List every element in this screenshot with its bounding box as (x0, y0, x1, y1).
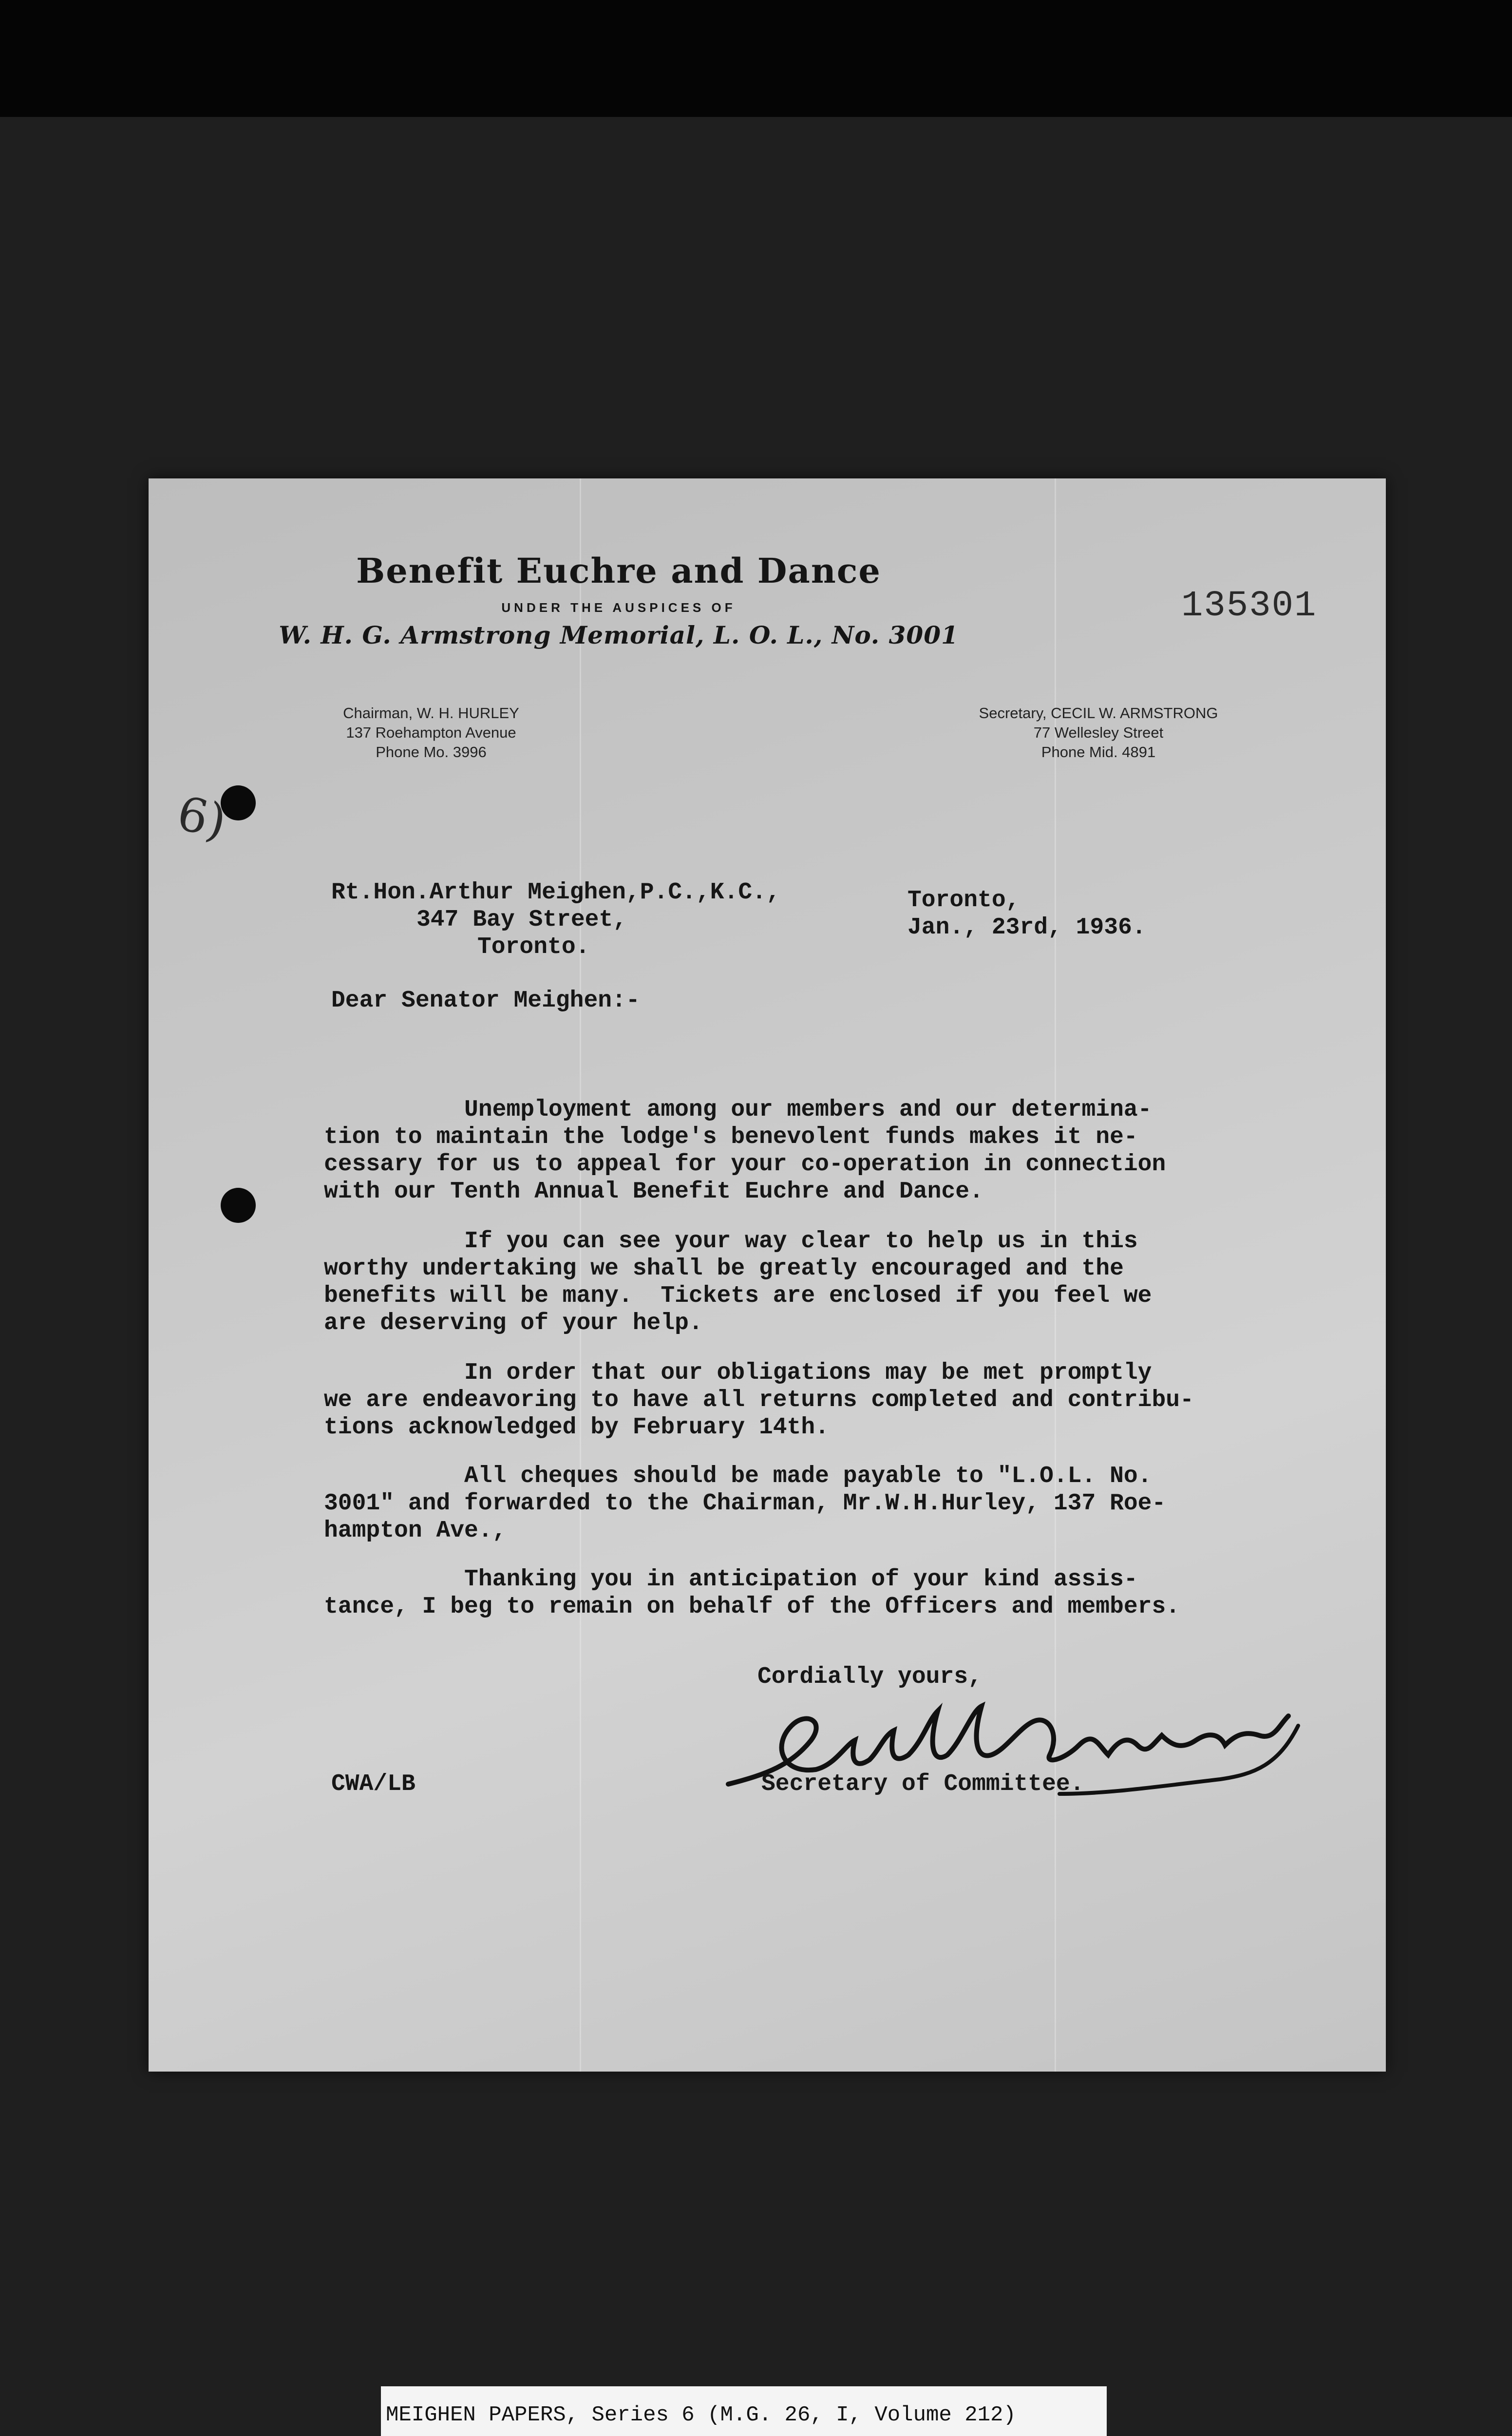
film-top-border (0, 0, 1512, 117)
signatory-title: Secretary of Committee. (761, 1771, 1084, 1797)
paragraph: Unemployment among our members and our determina- tion to maintain the lodge's benevolent funds makes it ne- cessary for us to appeal for your co-operation in connection with our Tenth Annual Benefit Euchre and Dance. (324, 1097, 1166, 1205)
paragraph: Thanking you in anticipation of your kind assis- tance, I beg to remain on behalf of the Officers and members. (324, 1566, 1180, 1620)
recipient-line-3: Toronto. (477, 934, 590, 960)
secretary-name: Secretary, CECIL W. ARMSTRONG (979, 704, 1218, 722)
secretary-phone: Phone Mid. 4891 (1041, 743, 1156, 761)
letter-page (149, 478, 1386, 2072)
salutation: Dear Senator Meighen:- (331, 988, 640, 1014)
pencil-annotation: 6) (172, 785, 231, 850)
secretary-contact (943, 704, 1254, 762)
archive-reference-label: MEIGHEN PAPERS, Series 6 (M.G. 26, I, Volume 212) (381, 2386, 1107, 2436)
chairman-name: Chairman, W. H. HURLEY (343, 704, 519, 722)
chairman-phone: Phone Mo. 3996 (376, 743, 487, 761)
paragraph: If you can see your way clear to help us in this worthy undertaking we shall be greatly encouraged and the benefits will be many. Tickets are enclosed if you feel we are deserving of your help. (324, 1228, 1152, 1336)
date: Jan., 23rd, 1936. (907, 914, 1146, 941)
letterhead-organization: W. H. G. Armstrong Memorial, L. O. L., No. 3001 (279, 621, 959, 649)
recipient-line-2: 347 Bay Street, (416, 907, 627, 933)
typist-initials: CWA/LB (331, 1771, 416, 1797)
chairman-address: 137 Roehampton Avenue (346, 724, 516, 741)
letterhead-subtitle: UNDER THE AUSPICES OF (501, 600, 736, 615)
letterhead-title: Benefit Euchre and Dance (356, 551, 881, 591)
recipient-line-1: Rt.Hon.Arthur Meighen,P.C.,K.C., (331, 879, 780, 906)
place: Toronto, (907, 887, 1020, 914)
chairman-contact (304, 704, 558, 762)
document-number: 135301 (1181, 586, 1317, 627)
paragraph: In order that our obligations may be met promptly we are endeavoring to have all returns completed and contribu- tions acknowledged by February 14th. (324, 1360, 1194, 1441)
complimentary-close: Cordially yours, (757, 1664, 982, 1690)
punch-hole (221, 1188, 256, 1223)
secretary-address: 77 Wellesley Street (1033, 724, 1164, 741)
paragraph: All cheques should be made payable to "L.O.L. No. 3001" and forwarded to the Chairman, Mr.W.H.Hurley, 137 Roe- hampton Ave., (324, 1463, 1166, 1544)
